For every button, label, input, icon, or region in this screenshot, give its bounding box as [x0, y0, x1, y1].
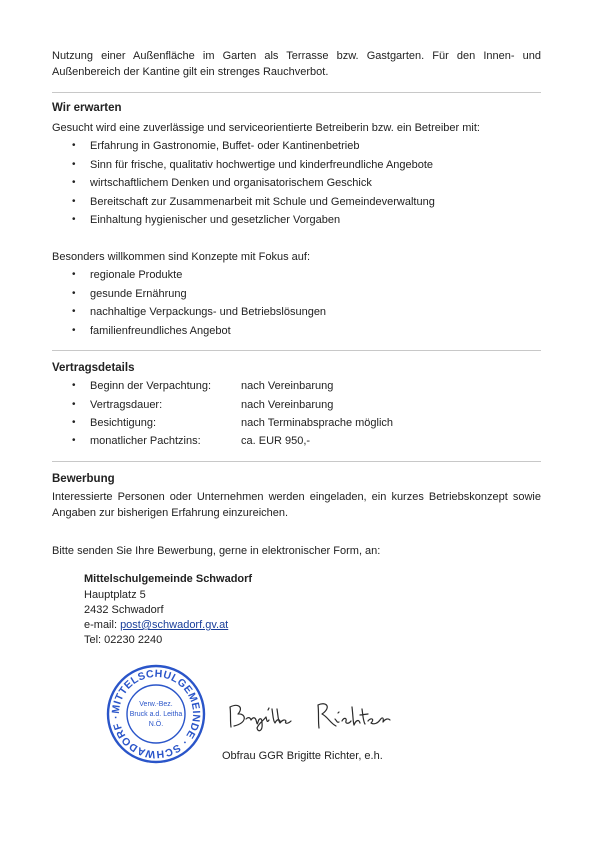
bullet-icon: •	[72, 140, 76, 151]
stamp-ring-text: MITTELSCHULGEMEINDE · SCHWADORF ·	[109, 667, 203, 761]
section-divider	[52, 461, 541, 462]
bullet-icon: •	[72, 288, 76, 299]
contract-label: monatlicher Pachtzins:	[90, 435, 201, 447]
welcome-lead: Besonders willkommen sind Konzepte mit Fokus auf:	[52, 251, 311, 263]
expect-item: Erfahrung in Gastronomie, Buffet- oder Kantinenbetrieb	[90, 140, 360, 152]
section-divider	[52, 350, 541, 351]
welcome-item: familienfreundliches Angebot	[90, 325, 231, 337]
contract-label: Vertragsdauer:	[90, 399, 163, 411]
bullet-icon: •	[72, 159, 76, 170]
contract-value: nach Vereinbarung	[241, 399, 334, 411]
application-paragraph: Interessierte Personen oder Unternehmen werden eingeladen, ein kurzes Betriebskonzept sowie Angaben zur bisherigen Erfahrung einzureichen.	[52, 491, 541, 519]
address-tel: Tel: 02230 2240	[84, 634, 163, 646]
send-note: Bitte senden Sie Ihre Bewerbung, gerne in elektronischer Form, an:	[52, 545, 381, 557]
stamp-line1: Verw.-Bez.	[139, 701, 173, 708]
address-street: Hauptplatz 5	[84, 589, 146, 601]
bullet-icon: •	[72, 417, 76, 428]
bullet-icon: •	[72, 380, 76, 391]
bullet-icon: •	[72, 177, 76, 188]
official-stamp	[105, 663, 207, 765]
contract-value: nach Vereinbarung	[241, 380, 334, 392]
address-email-row	[84, 618, 228, 632]
section-heading-application: Bewerbung	[52, 473, 115, 485]
address-org: Mittelschulgemeinde Schwadorf	[84, 573, 253, 585]
bullet-icon: •	[72, 306, 76, 317]
contract-label: Besichtigung:	[90, 417, 157, 429]
contract-value: nach Terminabsprache möglich	[241, 417, 394, 429]
section-heading-contract: Vertragsdetails	[52, 362, 135, 374]
expect-lead: Gesucht wird eine zuverlässige und serviceorientierte Betreiberin bzw. ein Betreiber mit:	[52, 122, 480, 134]
stamp-line2: Bruck a.d. Leitha	[129, 711, 183, 718]
bullet-icon: •	[72, 214, 76, 225]
email-link[interactable]: post@schwadorf.gv.at	[120, 619, 229, 631]
intro-paragraph: Nutzung einer Außenfläche im Garten als Terrasse bzw. Gastgarten. Für den Innen- und Außenbereich der Kantine gilt ein strenges Rauchverbot.	[52, 50, 541, 78]
welcome-item: gesunde Ernährung	[90, 288, 187, 300]
contract-label: Beginn der Verpachtung:	[90, 380, 212, 392]
email-label: e-mail:	[84, 619, 121, 631]
expect-item: Einhaltung hygienischer und gesetzlicher Vorgaben	[90, 214, 341, 226]
bullet-icon: •	[72, 325, 76, 336]
expect-item: wirtschaftlichem Denken und organisatorischem Geschick	[90, 177, 372, 189]
welcome-item: nachhaltige Verpackungs- und Betriebslösungen	[90, 306, 327, 318]
address-city: 2432 Schwadorf	[84, 604, 164, 616]
contract-value: ca. EUR 950,-	[241, 435, 311, 447]
expect-item: Bereitschaft zur Zusammenarbeit mit Schule und Gemeindeverwaltung	[90, 196, 435, 208]
bullet-icon: •	[72, 399, 76, 410]
section-heading-expect: Wir erwarten	[52, 102, 122, 114]
bullet-icon: •	[72, 269, 76, 280]
bullet-icon: •	[72, 196, 76, 207]
stamp-line3: N.Ö.	[148, 721, 164, 728]
welcome-item: regionale Produkte	[90, 269, 183, 281]
handwritten-signature	[222, 695, 402, 735]
bullet-icon: •	[72, 435, 76, 446]
expect-item: Sinn für frische, qualitativ hochwertige und kinderfreundliche Angebote	[90, 159, 434, 171]
signature-caption: Obfrau GGR Brigitte Richter, e.h.	[222, 750, 383, 762]
section-divider	[52, 92, 541, 93]
